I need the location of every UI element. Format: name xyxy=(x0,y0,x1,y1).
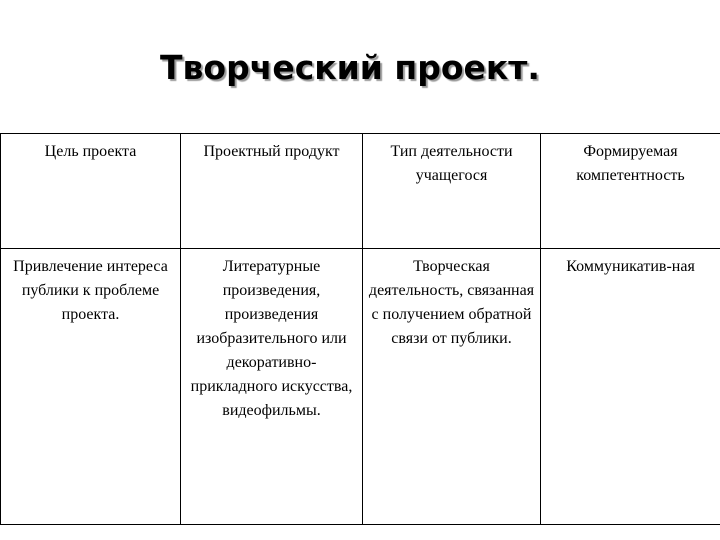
cell-competence-text: Коммуникатив-ная xyxy=(566,258,695,275)
cell-goal-text: Привлечение интереса публики к проблеме проекта. xyxy=(13,258,168,323)
cell-activity-text: Творческая деятельность, связанная с получением обратной связи от публики. xyxy=(368,258,535,347)
header-cell-activity xyxy=(363,134,541,249)
cell-product xyxy=(181,249,363,525)
header-goal-text: Цель проекта xyxy=(44,143,137,160)
slide-title: Творческий проект. xyxy=(160,48,540,87)
cell-competence xyxy=(541,249,720,525)
cell-product-text: Литературные произведения, произведения изобразительного или декоративно-прикладного искусства, видеофильмы. xyxy=(190,258,353,419)
cell-activity xyxy=(363,249,541,525)
header-competence-text: Формируемая компетентность xyxy=(576,143,685,184)
project-table xyxy=(0,133,720,525)
table-header-row xyxy=(1,134,720,249)
table-row xyxy=(1,249,720,525)
header-cell-product xyxy=(181,134,363,249)
header-cell-competence xyxy=(541,134,720,249)
cell-goal xyxy=(1,249,181,525)
header-cell-goal xyxy=(1,134,181,249)
header-product-text: Проектный продукт xyxy=(203,143,340,160)
header-activity-text: Тип деятельности учащегося xyxy=(390,143,513,184)
